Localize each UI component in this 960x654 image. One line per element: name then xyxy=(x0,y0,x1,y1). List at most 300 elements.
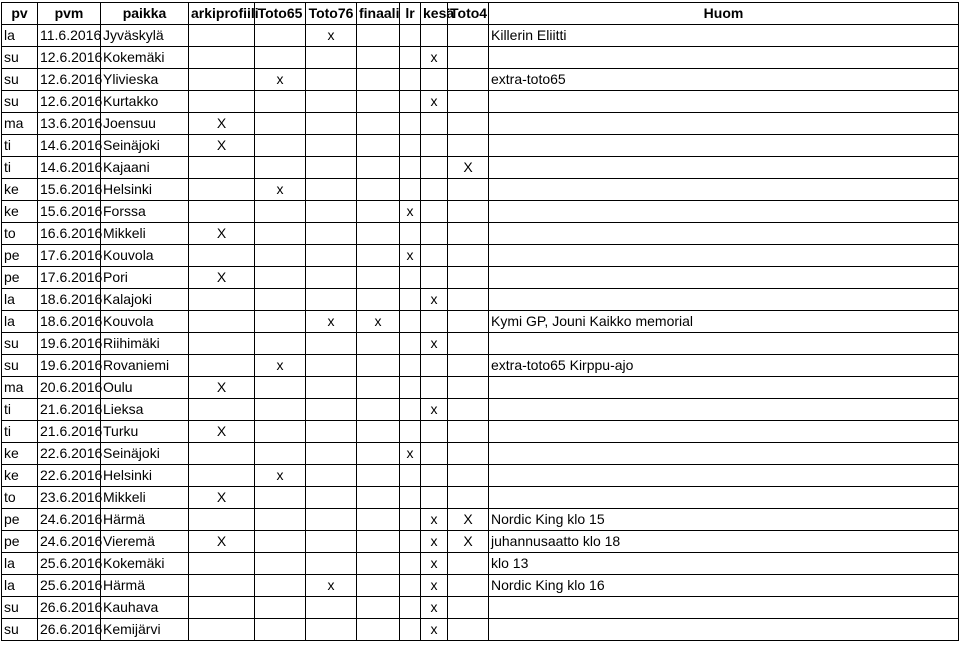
cell-toto65 xyxy=(255,443,306,465)
cell-finaali xyxy=(357,245,400,267)
cell-place: Härmä xyxy=(101,575,189,597)
cell-finaali xyxy=(357,157,400,179)
cell-toto65 xyxy=(255,531,306,553)
cell-finaali xyxy=(357,619,400,641)
cell-lr xyxy=(400,377,421,399)
cell-date: 19.6.2016 xyxy=(38,333,101,355)
cell-weekday: la xyxy=(2,25,38,47)
cell-toto76 xyxy=(306,201,357,223)
table-row xyxy=(2,113,959,135)
cell-toto76 xyxy=(306,223,357,245)
cell-toto65 xyxy=(255,47,306,69)
cell-arkiprofiili xyxy=(189,509,255,531)
cell-lr xyxy=(400,333,421,355)
cell-place: Jyväskylä xyxy=(101,25,189,47)
cell-place: Pori xyxy=(101,267,189,289)
cell-toto4 xyxy=(448,377,489,399)
cell-kesa: x xyxy=(421,509,448,531)
cell-date: 18.6.2016 xyxy=(38,311,101,333)
cell-toto65 xyxy=(255,223,306,245)
cell-place: Lieksa xyxy=(101,399,189,421)
cell-toto65 xyxy=(255,135,306,157)
cell-note: extra-toto65 xyxy=(489,69,959,91)
table-row xyxy=(2,69,959,91)
cell-date: 24.6.2016 xyxy=(38,531,101,553)
table-row xyxy=(2,91,959,113)
cell-weekday: ti xyxy=(2,399,38,421)
cell-kesa xyxy=(421,377,448,399)
cell-kesa: x xyxy=(421,91,448,113)
cell-toto4 xyxy=(448,267,489,289)
cell-toto4 xyxy=(448,113,489,135)
cell-lr xyxy=(400,289,421,311)
cell-toto65 xyxy=(255,201,306,223)
cell-note: extra-toto65 Kirppu-ajo xyxy=(489,355,959,377)
cell-note: Kymi GP, Jouni Kaikko memorial xyxy=(489,311,959,333)
cell-toto65 xyxy=(255,619,306,641)
cell-place: Kemijärvi xyxy=(101,619,189,641)
cell-kesa xyxy=(421,355,448,377)
cell-weekday: su xyxy=(2,91,38,113)
cell-toto76 xyxy=(306,91,357,113)
cell-note xyxy=(489,113,959,135)
cell-note xyxy=(489,91,959,113)
cell-lr xyxy=(400,91,421,113)
cell-toto76 xyxy=(306,487,357,509)
cell-weekday: ti xyxy=(2,157,38,179)
cell-place: Kokemäki xyxy=(101,553,189,575)
table-row xyxy=(2,245,959,267)
cell-toto76 xyxy=(306,135,357,157)
cell-lr xyxy=(400,69,421,91)
table-row xyxy=(2,179,959,201)
table-row xyxy=(2,465,959,487)
table-row xyxy=(2,377,959,399)
col-header-finaali: finaali xyxy=(357,3,400,25)
cell-place: Joensuu xyxy=(101,113,189,135)
cell-finaali xyxy=(357,597,400,619)
cell-note: juhannusaatto klo 18 xyxy=(489,531,959,553)
cell-kesa: x xyxy=(421,553,448,575)
cell-arkiprofiili xyxy=(189,465,255,487)
cell-arkiprofiili: X xyxy=(189,531,255,553)
cell-toto65 xyxy=(255,509,306,531)
cell-lr xyxy=(400,311,421,333)
cell-note xyxy=(489,487,959,509)
cell-date: 11.6.2016 xyxy=(38,25,101,47)
cell-arkiprofiili xyxy=(189,91,255,113)
cell-note xyxy=(489,47,959,69)
cell-note xyxy=(489,443,959,465)
cell-toto4 xyxy=(448,47,489,69)
cell-kesa: x xyxy=(421,333,448,355)
cell-finaali xyxy=(357,135,400,157)
cell-lr xyxy=(400,399,421,421)
cell-date: 14.6.2016 xyxy=(38,157,101,179)
cell-note xyxy=(489,333,959,355)
cell-toto76 xyxy=(306,355,357,377)
cell-place: Rovaniemi xyxy=(101,355,189,377)
cell-arkiprofiili: X xyxy=(189,113,255,135)
cell-weekday: su xyxy=(2,355,38,377)
cell-arkiprofiili xyxy=(189,69,255,91)
cell-place: Kokemäki xyxy=(101,47,189,69)
cell-toto4 xyxy=(448,421,489,443)
cell-weekday: to xyxy=(2,223,38,245)
cell-place: Kauhava xyxy=(101,597,189,619)
table-row xyxy=(2,267,959,289)
col-header-toto4: Toto4 xyxy=(448,3,489,25)
cell-kesa: x xyxy=(421,399,448,421)
cell-toto76 xyxy=(306,399,357,421)
cell-note: Nordic King klo 15 xyxy=(489,509,959,531)
cell-date: 18.6.2016 xyxy=(38,289,101,311)
cell-toto65: x xyxy=(255,179,306,201)
cell-lr xyxy=(400,135,421,157)
cell-toto65 xyxy=(255,91,306,113)
cell-date: 14.6.2016 xyxy=(38,135,101,157)
cell-finaali xyxy=(357,289,400,311)
cell-toto65 xyxy=(255,333,306,355)
cell-toto65: x xyxy=(255,465,306,487)
cell-toto4 xyxy=(448,245,489,267)
cell-place: Turku xyxy=(101,421,189,443)
cell-weekday: su xyxy=(2,619,38,641)
cell-lr xyxy=(400,509,421,531)
cell-arkiprofiili: X xyxy=(189,223,255,245)
cell-place: Mikkeli xyxy=(101,223,189,245)
cell-kesa: x xyxy=(421,619,448,641)
cell-date: 12.6.2016 xyxy=(38,47,101,69)
cell-date: 17.6.2016 xyxy=(38,245,101,267)
cell-arkiprofiili xyxy=(189,157,255,179)
cell-date: 22.6.2016 xyxy=(38,465,101,487)
cell-toto65 xyxy=(255,575,306,597)
cell-lr xyxy=(400,157,421,179)
cell-arkiprofiili: X xyxy=(189,267,255,289)
cell-arkiprofiili xyxy=(189,179,255,201)
cell-arkiprofiili xyxy=(189,597,255,619)
cell-kesa: x xyxy=(421,531,448,553)
cell-kesa xyxy=(421,487,448,509)
cell-date: 13.6.2016 xyxy=(38,113,101,135)
cell-finaali xyxy=(357,91,400,113)
cell-toto76 xyxy=(306,113,357,135)
cell-place: Kouvola xyxy=(101,311,189,333)
cell-arkiprofiili xyxy=(189,333,255,355)
cell-kesa xyxy=(421,421,448,443)
table-row xyxy=(2,443,959,465)
cell-date: 12.6.2016 xyxy=(38,91,101,113)
col-header-pvm: pvm xyxy=(38,3,101,25)
cell-arkiprofiili: X xyxy=(189,421,255,443)
cell-note xyxy=(489,201,959,223)
cell-toto76 xyxy=(306,47,357,69)
cell-lr xyxy=(400,553,421,575)
cell-weekday: la xyxy=(2,575,38,597)
cell-place: Kouvola xyxy=(101,245,189,267)
col-header-paikka: paikka xyxy=(101,3,189,25)
cell-date: 17.6.2016 xyxy=(38,267,101,289)
cell-weekday: la xyxy=(2,289,38,311)
cell-toto65 xyxy=(255,267,306,289)
table-row xyxy=(2,289,959,311)
cell-toto65 xyxy=(255,399,306,421)
table-row xyxy=(2,509,959,531)
cell-toto4 xyxy=(448,135,489,157)
cell-toto65 xyxy=(255,553,306,575)
cell-toto4 xyxy=(448,355,489,377)
cell-lr xyxy=(400,487,421,509)
cell-lr xyxy=(400,47,421,69)
cell-finaali xyxy=(357,333,400,355)
cell-date: 25.6.2016 xyxy=(38,575,101,597)
cell-toto4 xyxy=(448,179,489,201)
cell-lr xyxy=(400,267,421,289)
cell-toto65 xyxy=(255,377,306,399)
cell-arkiprofiili xyxy=(189,355,255,377)
table-row xyxy=(2,25,959,47)
header-row xyxy=(2,3,959,25)
cell-note xyxy=(489,157,959,179)
cell-weekday: la xyxy=(2,311,38,333)
cell-note xyxy=(489,465,959,487)
cell-finaali xyxy=(357,553,400,575)
cell-lr xyxy=(400,575,421,597)
cell-note xyxy=(489,421,959,443)
cell-kesa xyxy=(421,201,448,223)
cell-date: 22.6.2016 xyxy=(38,443,101,465)
cell-kesa xyxy=(421,223,448,245)
cell-finaali xyxy=(357,399,400,421)
cell-note xyxy=(489,619,959,641)
cell-date: 16.6.2016 xyxy=(38,223,101,245)
cell-toto76: x xyxy=(306,311,357,333)
cell-arkiprofiili xyxy=(189,47,255,69)
cell-finaali xyxy=(357,201,400,223)
cell-place: Seinäjoki xyxy=(101,135,189,157)
cell-toto4 xyxy=(448,575,489,597)
cell-date: 12.6.2016 xyxy=(38,69,101,91)
cell-weekday: ma xyxy=(2,377,38,399)
cell-arkiprofiili xyxy=(189,25,255,47)
cell-finaali xyxy=(357,421,400,443)
col-header-toto76: Toto76 xyxy=(306,3,357,25)
cell-toto76 xyxy=(306,69,357,91)
cell-toto4 xyxy=(448,223,489,245)
col-header-kesa: kesä xyxy=(421,3,448,25)
cell-toto65 xyxy=(255,113,306,135)
cell-weekday: su xyxy=(2,47,38,69)
cell-kesa: x xyxy=(421,289,448,311)
cell-kesa xyxy=(421,465,448,487)
cell-weekday: ke xyxy=(2,465,38,487)
col-header-huom: Huom xyxy=(489,3,959,25)
cell-toto4: X xyxy=(448,157,489,179)
col-header-pv: pv xyxy=(2,3,38,25)
table-row xyxy=(2,421,959,443)
cell-weekday: su xyxy=(2,69,38,91)
cell-finaali xyxy=(357,179,400,201)
cell-arkiprofiili xyxy=(189,311,255,333)
cell-finaali xyxy=(357,465,400,487)
cell-date: 19.6.2016 xyxy=(38,355,101,377)
cell-lr xyxy=(400,597,421,619)
cell-arkiprofiili xyxy=(189,201,255,223)
cell-lr xyxy=(400,465,421,487)
cell-date: 26.6.2016 xyxy=(38,597,101,619)
cell-toto4 xyxy=(448,333,489,355)
cell-toto76 xyxy=(306,443,357,465)
cell-place: Vieremä xyxy=(101,531,189,553)
cell-toto4 xyxy=(448,465,489,487)
cell-toto76 xyxy=(306,157,357,179)
cell-toto76 xyxy=(306,333,357,355)
cell-weekday: to xyxy=(2,487,38,509)
cell-place: Härmä xyxy=(101,509,189,531)
cell-toto65: x xyxy=(255,69,306,91)
cell-toto76 xyxy=(306,553,357,575)
cell-finaali xyxy=(357,487,400,509)
cell-weekday: ke xyxy=(2,201,38,223)
cell-kesa xyxy=(421,25,448,47)
cell-weekday: ma xyxy=(2,113,38,135)
cell-toto65: x xyxy=(255,355,306,377)
cell-place: Forssa xyxy=(101,201,189,223)
table-row xyxy=(2,355,959,377)
cell-toto76 xyxy=(306,289,357,311)
cell-toto4: X xyxy=(448,509,489,531)
cell-note: klo 13 xyxy=(489,553,959,575)
cell-toto65 xyxy=(255,245,306,267)
cell-toto65 xyxy=(255,289,306,311)
cell-finaali xyxy=(357,267,400,289)
cell-place: Ylivieska xyxy=(101,69,189,91)
cell-arkiprofiili xyxy=(189,575,255,597)
cell-toto76 xyxy=(306,421,357,443)
cell-date: 15.6.2016 xyxy=(38,201,101,223)
cell-note xyxy=(489,267,959,289)
cell-finaali xyxy=(357,223,400,245)
table-row xyxy=(2,201,959,223)
cell-toto4 xyxy=(448,25,489,47)
table-row xyxy=(2,135,959,157)
cell-weekday: ti xyxy=(2,421,38,443)
cell-toto65 xyxy=(255,311,306,333)
cell-toto4 xyxy=(448,201,489,223)
cell-note xyxy=(489,179,959,201)
cell-toto76 xyxy=(306,465,357,487)
table-row xyxy=(2,531,959,553)
cell-date: 21.6.2016 xyxy=(38,399,101,421)
cell-finaali xyxy=(357,509,400,531)
cell-finaali xyxy=(357,69,400,91)
cell-toto4 xyxy=(448,553,489,575)
cell-date: 24.6.2016 xyxy=(38,509,101,531)
cell-toto4 xyxy=(448,597,489,619)
cell-date: 15.6.2016 xyxy=(38,179,101,201)
table-row xyxy=(2,553,959,575)
cell-toto76 xyxy=(306,377,357,399)
cell-toto65 xyxy=(255,157,306,179)
cell-toto76 xyxy=(306,267,357,289)
col-header-arkiprofiili: arkiprofiili xyxy=(189,3,255,25)
race-schedule-table xyxy=(1,2,959,641)
table-row xyxy=(2,487,959,509)
cell-arkiprofiili: X xyxy=(189,135,255,157)
cell-finaali xyxy=(357,355,400,377)
cell-toto4: X xyxy=(448,531,489,553)
cell-toto4 xyxy=(448,619,489,641)
table-body xyxy=(2,25,959,641)
cell-lr xyxy=(400,531,421,553)
cell-toto65 xyxy=(255,487,306,509)
cell-arkiprofiili xyxy=(189,399,255,421)
cell-finaali xyxy=(357,113,400,135)
cell-date: 25.6.2016 xyxy=(38,553,101,575)
table-row xyxy=(2,619,959,641)
cell-toto4 xyxy=(448,443,489,465)
cell-toto76 xyxy=(306,619,357,641)
table-row xyxy=(2,333,959,355)
cell-toto76 xyxy=(306,509,357,531)
cell-weekday: pe xyxy=(2,267,38,289)
cell-note xyxy=(489,377,959,399)
col-header-toto65: Toto65 xyxy=(255,3,306,25)
cell-toto76: x xyxy=(306,575,357,597)
cell-kesa xyxy=(421,443,448,465)
cell-arkiprofiili xyxy=(189,619,255,641)
col-header-lr: lr xyxy=(400,3,421,25)
cell-place: Kalajoki xyxy=(101,289,189,311)
cell-toto4 xyxy=(448,69,489,91)
table-row xyxy=(2,223,959,245)
cell-place: Seinäjoki xyxy=(101,443,189,465)
cell-toto76 xyxy=(306,179,357,201)
cell-toto76 xyxy=(306,597,357,619)
cell-date: 21.6.2016 xyxy=(38,421,101,443)
cell-finaali xyxy=(357,47,400,69)
cell-finaali xyxy=(357,575,400,597)
cell-toto76 xyxy=(306,531,357,553)
cell-toto4 xyxy=(448,91,489,113)
cell-arkiprofiili xyxy=(189,553,255,575)
table-row xyxy=(2,597,959,619)
cell-finaali xyxy=(357,25,400,47)
cell-lr xyxy=(400,179,421,201)
cell-toto76: x xyxy=(306,25,357,47)
cell-arkiprofiili xyxy=(189,245,255,267)
cell-place: Helsinki xyxy=(101,465,189,487)
cell-place: Kurtakko xyxy=(101,91,189,113)
cell-lr xyxy=(400,25,421,47)
cell-place: Kajaani xyxy=(101,157,189,179)
cell-lr: x xyxy=(400,201,421,223)
cell-weekday: su xyxy=(2,597,38,619)
cell-date: 26.6.2016 xyxy=(38,619,101,641)
cell-kesa xyxy=(421,179,448,201)
cell-finaali xyxy=(357,377,400,399)
cell-kesa: x xyxy=(421,575,448,597)
cell-weekday: ti xyxy=(2,135,38,157)
cell-weekday: pe xyxy=(2,509,38,531)
cell-date: 20.6.2016 xyxy=(38,377,101,399)
cell-kesa xyxy=(421,69,448,91)
cell-arkiprofiili: X xyxy=(189,487,255,509)
cell-kesa xyxy=(421,267,448,289)
cell-kesa: x xyxy=(421,597,448,619)
cell-finaali: x xyxy=(357,311,400,333)
